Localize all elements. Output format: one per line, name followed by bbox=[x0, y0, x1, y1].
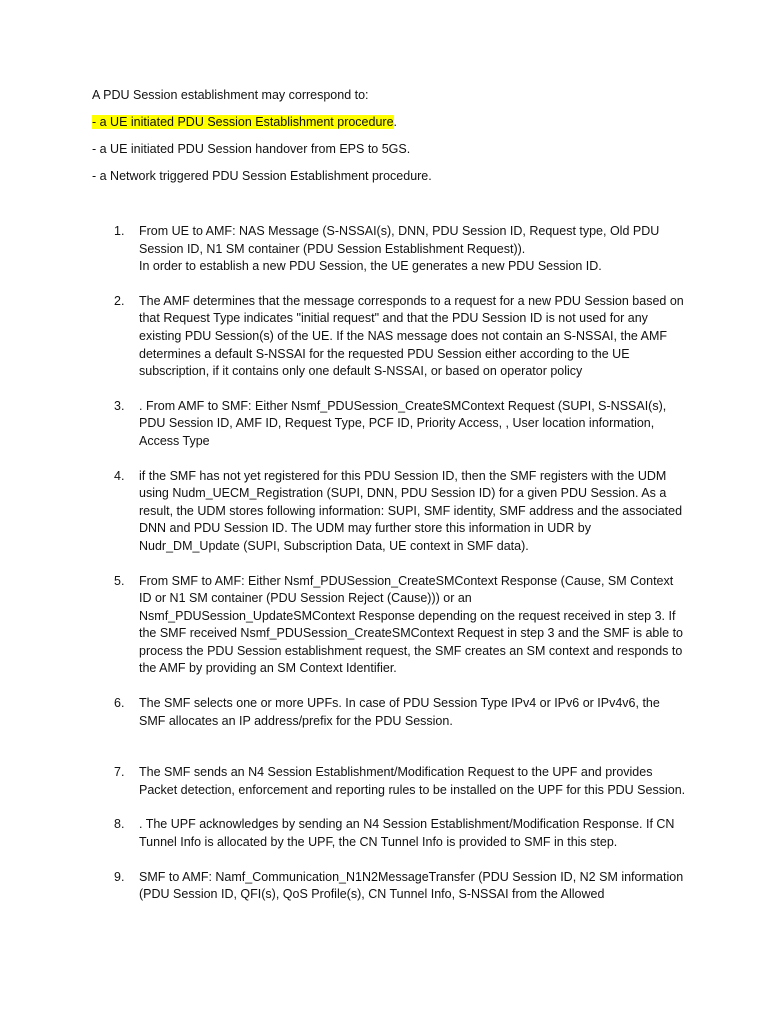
step-number: 4. bbox=[114, 468, 125, 483]
step-text: The SMF sends an N4 Session Establishment/Modification Request to the UPF and provides Packet detection, enforcement and reporting rules to be installed on the UPF for this PDU Session. bbox=[139, 765, 686, 797]
step-number: 2. bbox=[114, 293, 125, 308]
intro-item-2: - a UE initiated PDU Session handover from EPS to 5GS. bbox=[92, 142, 411, 156]
intro-item-3: - a Network triggered PDU Session Establishment procedure. bbox=[92, 169, 432, 183]
step-7 bbox=[92, 764, 687, 799]
step-number: 8. bbox=[114, 817, 125, 832]
step-number: 1. bbox=[114, 224, 125, 238]
step-3 bbox=[92, 398, 687, 451]
step-text: . From AMF to SMF: Either Nsmf_PDUSession_CreateSMContext Request (SUPI, S-NSSAI(s), PDU Session ID, AMF ID, Request Type, PCF ID, Priority Access, , User location information, Access Type bbox=[139, 398, 667, 448]
step-number: 6. bbox=[114, 696, 125, 711]
intro-item-1-tail: . bbox=[393, 115, 398, 129]
step-text: The AMF determines that the message corresponds to a request for a new PDU Session based on that Request Type indicates "initial request" and that the PDU Session ID is not used for any existing PDU Session(s) of the UE. If the NAS message does not contain an S-NSSAI, the AMF determines a default S-NSSAI for the requested PDU Session either according to the UE subscription, if it contains only one default S-NSSAI, or based on operator policy bbox=[139, 293, 684, 379]
step-text: if the SMF has not yet registered for this PDU Session ID, then the SMF registers with the UDM using Nudm_UECM_Registration (SUPI, DNN, PDU Session ID) for a given PDU Session. As a result, the UDM stores following information: SUPI, SMF identity, SMF address and the associated DNN and PDU Session ID. The UDM may further store this information in UDR by Nudr_DM_Update (SUPI, Subscription Data, UE context in SMF data). bbox=[139, 468, 683, 553]
step-number: 7. bbox=[114, 765, 125, 780]
procedure-steps-list bbox=[92, 223, 692, 921]
step-text: SMF to AMF: Namf_Communication_N1N2MessageTransfer (PDU Session ID, N2 SM information (PDU Session ID, QFI(s), QoS Profile(s), CN Tunnel Info, S-NSSAI from the Allowed bbox=[139, 869, 684, 902]
step-number: 9. bbox=[114, 869, 125, 884]
step-2 bbox=[92, 293, 687, 381]
step-text: From UE to AMF: NAS Message (S-NSSAI(s), DNN, PDU Session ID, Request type, Old PDU Session ID, N1 SM container (PDU Session Establishment Request)). bbox=[139, 224, 660, 256]
step-number: 5. bbox=[114, 573, 125, 588]
intro-item-1 bbox=[92, 114, 692, 131]
intro-section bbox=[92, 87, 692, 195]
step-8 bbox=[92, 816, 687, 851]
step-number: 3. bbox=[114, 398, 125, 413]
step-text-continued: In order to establish a new PDU Session, the UE generates a new PDU Session ID. bbox=[139, 259, 602, 274]
step-6 bbox=[92, 695, 687, 730]
step-text: From SMF to AMF: Either Nsmf_PDUSession_CreateSMContext Response (Cause, SM Context ID or N1 SM container (PDU Session Reject (Cause))) or an Nsmf_PDUSession_UpdateSMContext Response depending on the request received in step 3. If the SMF received Nsmf_PDUSession_CreateSMContext Request in step 3 and the SMF is able to process the PDU Session establishment request, the SMF creates an SM context and responds to the AMF by providing an SM Context Identifier. bbox=[139, 573, 684, 676]
highlighted-text: - a UE initiated PDU Session Establishment procedure bbox=[92, 115, 394, 129]
step-text: The SMF selects one or more UPFs. In case of PDU Session Type IPv4 or IPv6 or IPv4v6, the SMF allocates an IP address/prefix for the PDU Session. bbox=[139, 696, 660, 728]
step-1 bbox=[92, 223, 687, 276]
step-9 bbox=[92, 869, 687, 904]
step-4 bbox=[92, 468, 687, 556]
step-5 bbox=[92, 573, 687, 679]
intro-heading: A PDU Session establishment may correspond to: bbox=[92, 88, 369, 102]
step-text: . The UPF acknowledges by sending an N4 Session Establishment/Modification Response. If CN Tunnel Info is allocated by the UPF, the CN Tunnel Info is provided to SMF in this step. bbox=[139, 817, 675, 850]
